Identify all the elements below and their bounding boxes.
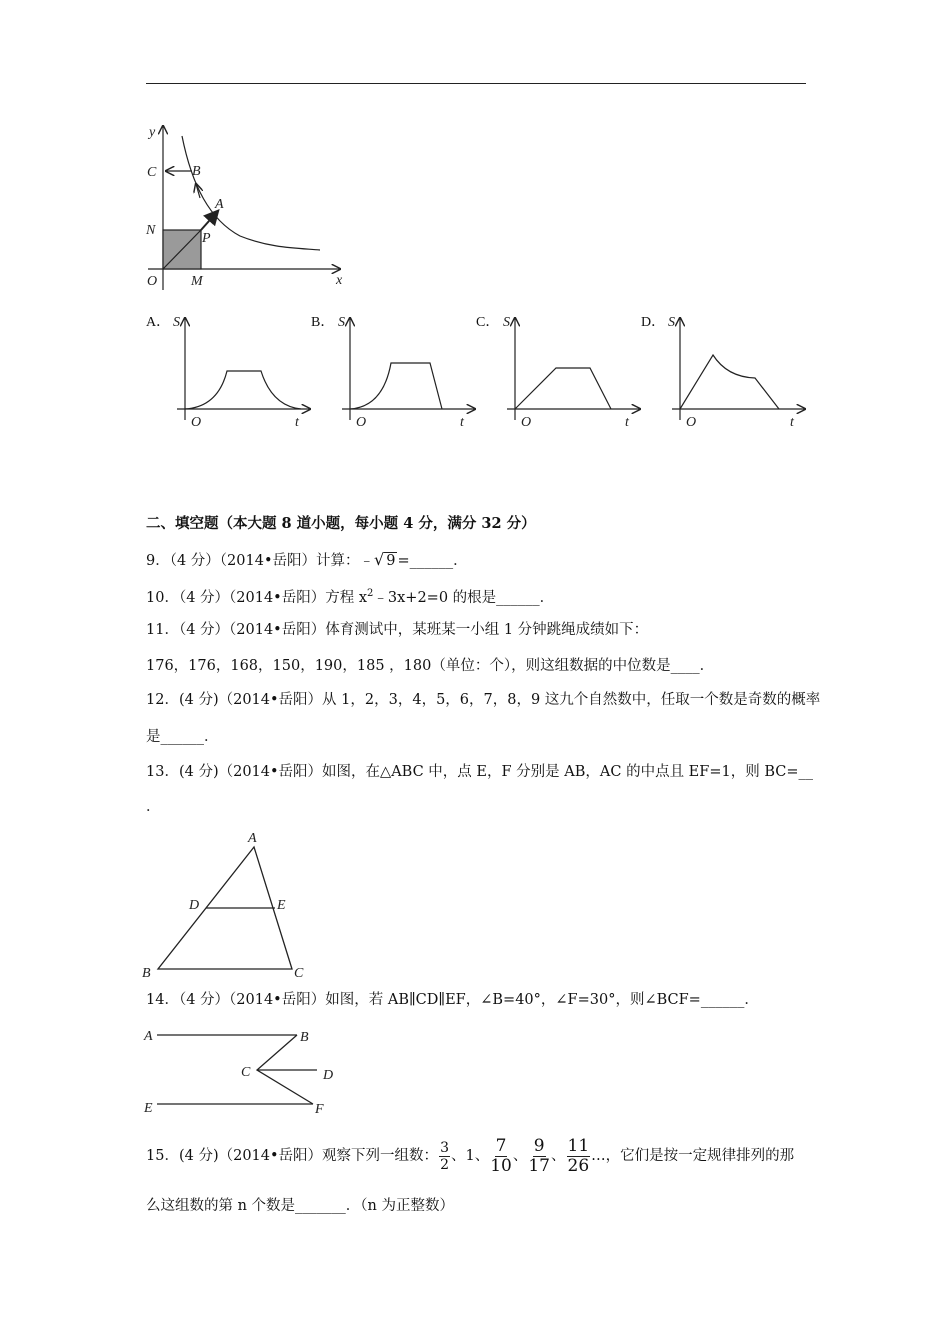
q9-suffix: =______． [397, 553, 468, 569]
option-a-o-label: O [191, 415, 202, 430]
option-c-o-label: O [521, 415, 532, 430]
q10-exponent: 2 [367, 588, 374, 599]
parallel-lines-figure [140, 1022, 350, 1122]
fraction-11-26: $\frac{11}{26}$ [567, 1135, 590, 1176]
option-a-graph [146, 315, 310, 430]
option-c-s-label: S [503, 315, 510, 330]
question-15-line-1: 15．(4 分)（2014•岳阳）观察下列一组数： $\frac{3}{2}$ 、 1 、 $\frac{7}{10}$ 、 $\frac{9}{17}$ 、 $\frac{11}{26}$ … ，它们是按一定规律排列的那 [146, 1135, 795, 1176]
tri-label-c: C [294, 966, 304, 981]
par-label-b: B [300, 1030, 309, 1045]
label-a: A [215, 197, 224, 212]
par-label-e: E [144, 1101, 153, 1116]
section-title: 二、填空题（本大题 8 道小题，每小题 4 分，满分 32 分） [146, 515, 536, 532]
label-c: C [147, 165, 157, 180]
option-a-letter: A． [146, 315, 171, 330]
question-14: 14．（4 分）（2014•岳阳）如图，若 AB∥CD∥EF，∠B=40°，∠F=30°，则∠BCF=______． [146, 992, 759, 1008]
question-13-line-2: ． [146, 799, 161, 815]
fraction-9-17: $\frac{9}{17}$ [528, 1135, 550, 1176]
option-a-t-label: t [295, 415, 299, 430]
question-12-line-2: 是______． [146, 729, 219, 745]
fraction-3-2: $\frac{3}{2}$ [440, 1139, 449, 1173]
option-a-s-label: S [173, 315, 180, 330]
hyperbola-figure [140, 118, 360, 293]
label-o: O [147, 274, 158, 289]
option-c-t-label: t [625, 415, 629, 430]
option-b-t-label: t [460, 415, 464, 430]
q15-ellipsis: … [591, 1148, 606, 1164]
option-graphs [140, 310, 810, 435]
label-x: x [336, 273, 343, 288]
label-m: M [191, 274, 203, 289]
fraction-7-10: $\frac{7}{10}$ [490, 1135, 512, 1176]
question-13-line-1: 13．(4 分)（2014•岳阳）如图，在△ABC 中，点 E，F 分别是 AB，AC 的中点且 EF=1，则 BC=__ [146, 764, 813, 780]
option-d-t-label: t [790, 415, 794, 430]
option-b-letter: B． [311, 315, 335, 330]
header-rule [146, 83, 806, 84]
option-b-s-label: S [338, 315, 345, 330]
q10-prefix: 10．（4 分）（2014•岳阳）方程 x [146, 589, 368, 606]
question-11-line-2: 176，176，168，150，190，185 ，180（单位：个），则这组数据的中位数是____． [146, 658, 715, 674]
question-10 [146, 584, 554, 608]
tri-label-a: A [248, 831, 257, 846]
option-d-curve [680, 355, 779, 409]
question-12-line-1: 12．(4 分)（2014•岳阳）从 1，2，3，4，5，6，7，8，9 这九个自然数中，任取一个数是奇数的概率 [146, 692, 821, 708]
tri-label-b: B [142, 966, 151, 981]
option-c-curve [515, 368, 611, 409]
q15-prefix: 15．(4 分)（2014•岳阳）观察下列一组数： [146, 1148, 439, 1164]
q9-radicand: 9 [386, 553, 396, 569]
option-b-o-label: O [356, 415, 367, 430]
option-d-o-label: O [686, 415, 697, 430]
tri-label-e: E [277, 898, 286, 913]
q15-suffix: ，它们是按一定规律排列的那 [605, 1148, 795, 1164]
option-b-curve [350, 363, 442, 409]
label-b: B [192, 164, 201, 179]
option-d-graph [641, 315, 805, 430]
question-9 [146, 550, 468, 571]
label-p: P [202, 231, 211, 246]
label-y: y [149, 125, 156, 140]
option-d-letter: D． [641, 315, 666, 330]
triangle-figure [140, 825, 320, 985]
q10-suffix: ﹣3x+2=0 的根是______． [373, 589, 555, 606]
q15-one: 1 [465, 1148, 475, 1164]
arrow-to-a [201, 212, 217, 230]
par-label-f: F [315, 1102, 324, 1117]
question-15-line-2: 么这组数的第 n 个数是_______．（n 为正整数） [146, 1198, 455, 1214]
label-n: N [146, 223, 156, 238]
option-c-graph [476, 315, 640, 430]
question-11-line-1: 11．（4 分）（2014•岳阳）体育测试中，某班某一小组 1 分钟跳绳成绩如下： [146, 622, 649, 638]
option-a-curve [185, 371, 301, 409]
q9-prefix: 9．（4 分）（2014•岳阳）计算：﹣ [146, 553, 375, 569]
par-label-d: D [323, 1068, 334, 1083]
tri-label-d: D [189, 898, 200, 913]
option-c-letter: C． [476, 315, 500, 330]
par-label-c: C [241, 1065, 251, 1080]
sqrt-9: √ 9 [374, 550, 396, 569]
par-label-a: A [144, 1029, 153, 1044]
option-b-graph [311, 315, 475, 430]
option-d-s-label: S [668, 315, 675, 330]
